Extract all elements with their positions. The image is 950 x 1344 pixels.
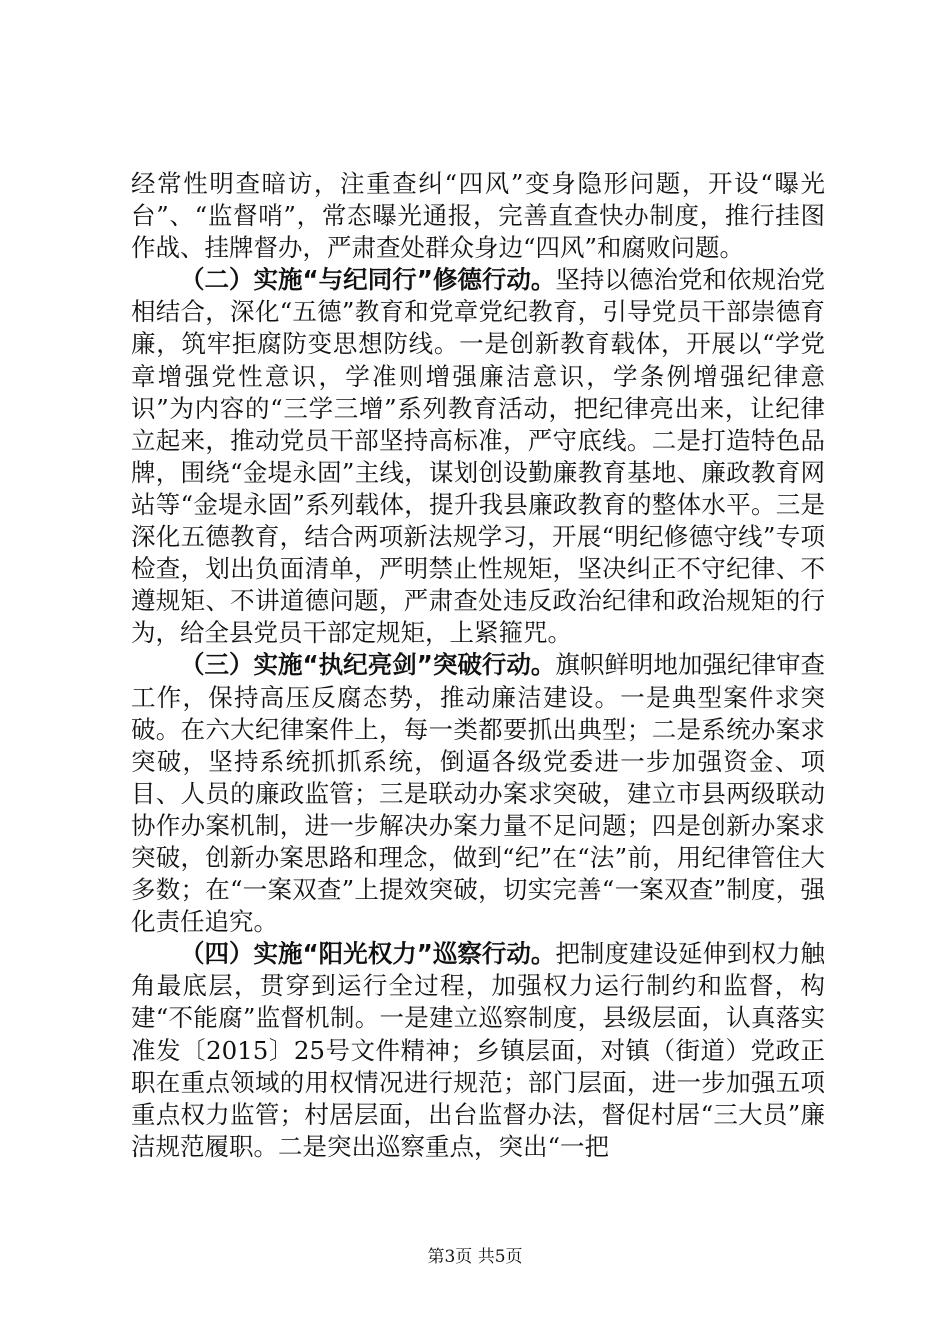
document-body <box>131 168 825 1163</box>
paragraph-section-3 <box>131 649 825 938</box>
paragraph-text: 经常性明查暗访，注重查纠“四风”变身隐形问题，开设“曝光台”、“监督哨”，常态曝光通报，完善直查快办制度，推行挂图作战、挂牌督办，严肃查处群众身边“四风”和腐败问题。 <box>131 169 825 263</box>
section-heading: （三）实施“执纪亮剑”突破行动。 <box>180 650 556 680</box>
paragraph-section-4 <box>131 938 825 1163</box>
paragraph-continuation <box>131 168 825 264</box>
paragraph-section-2 <box>131 264 825 649</box>
paragraph-text: 旗帜鲜明地加强纪律审查工作，保持高压反腐态势，推动廉洁建设。一是典型案件求突破。在六大纪律案件上，每一类都要抓出典型；二是系统办案求突破，坚持系统抓抓系统，倒逼各级党委进一步加强资金、项目、人员的廉政监管；三是联动办案求突破，建立市县两级联动协作办案机制，进一步解决办案力量不足问题；四是创新办案求突破，创新办案思路和理念，做到“纪”在“法”前，用纪律管住大多数；在“一案双查”上提效突破，切实完善“一案双查”制度，强化责任追究。 <box>131 650 826 937</box>
section-heading: （四）实施“阳光权力”巡察行动。 <box>180 939 556 969</box>
section-heading: （二）实施“与纪同行”修德行动。 <box>180 265 556 295</box>
page-footer <box>0 1242 950 1267</box>
page-number: 第3页 共5页 <box>427 1247 523 1267</box>
paragraph-text: 坚持以德治党和依规治党相结合，深化“五德”教育和党章党纪教育，引导党员干部崇德育廉，筑牢拒腐防变思想防线。一是创新教育载体，开展以“学党章增强党性意识，学准则增强廉洁意识，学条例增强纪律意识”为内容的“三学三增”系列教育活动，把纪律亮出来，让纪律立起来，推动党员干部坚持高标准，严守底线。二是打造特色品牌，围绕“金堤永固”主线，谋划创设勤廉教育基地、廉政教育网站等“金堤永固”系列载体，提升我县廉政教育的整体水平。三是深化五德教育，结合两项新法规学习，开展“明纪修德守线”专项检查，划出负面清单，严明禁止性规矩，坚决纠正不守纪律、不遵规矩、不讲道德问题，严肃查处违反政治纪律和政治规矩的行为，给全县党员干部定规矩，上紧箍咒。 <box>131 265 826 648</box>
paragraph-text: 把制度建设延伸到权力触角最底层，贯穿到运行全过程，加强权力运行制约和监督，构建“不能腐”监督机制。一是建立巡察制度，县级层面，认真落实准发〔2015〕25号文件精神；乡镇层面，对镇（街道）党政正职在重点领域的用权情况进行规范；部门层面，进一步加强五项重点权力监管；村居层面，出台监督办法，督促村居“三大员”廉洁规范履职。二是突出巡察重点，突出“一把 <box>131 939 826 1161</box>
